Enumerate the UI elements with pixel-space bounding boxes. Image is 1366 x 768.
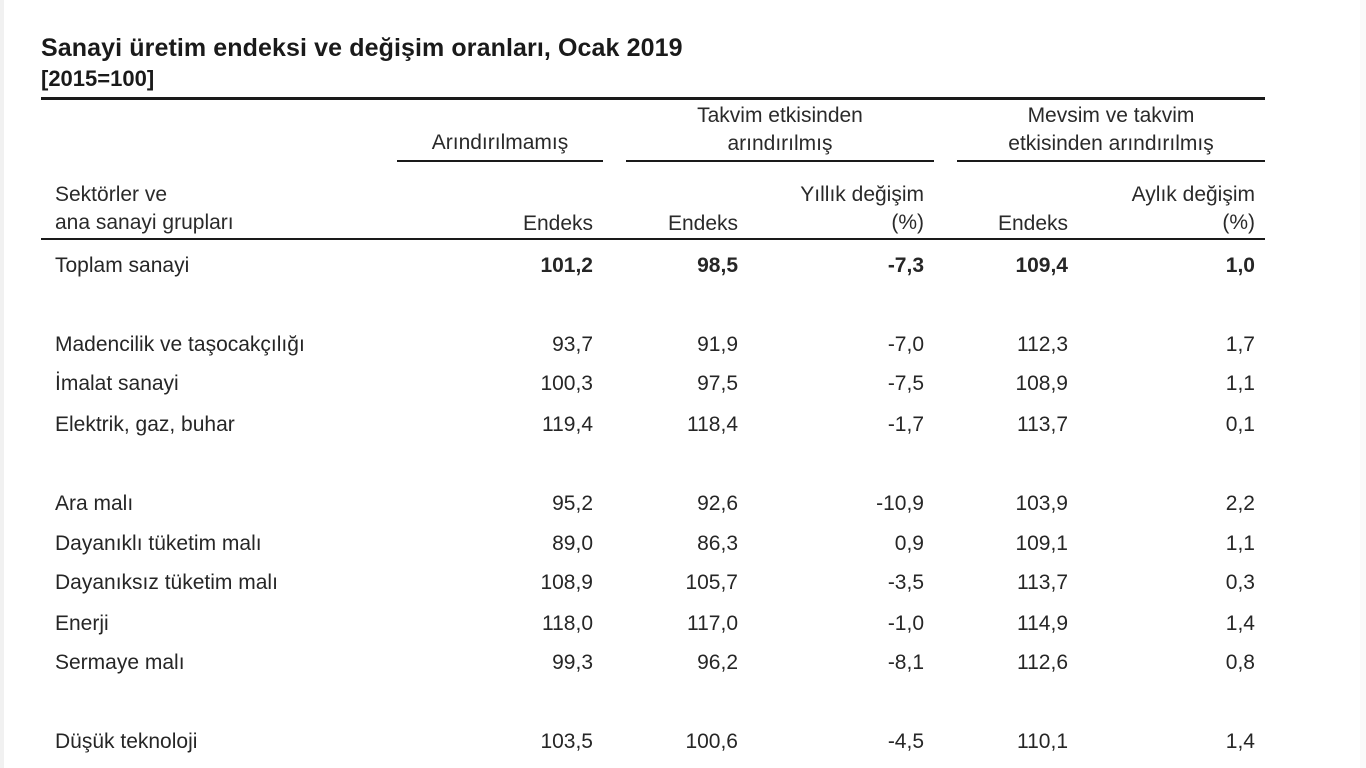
cell-monthly-change: 2,2 [1225,492,1255,515]
cell-calendar-index: 118,4 [687,413,738,436]
header-rule [41,238,1265,240]
row-label: Dayanıksız tüketim malı [55,571,278,594]
cell-seasonal-index: 108,9 [1015,372,1068,395]
cell-calendar-index: 105,7 [685,571,738,594]
table-row [0,648,1366,678]
cell-monthly-change: 1,4 [1225,730,1255,753]
cell-calendar-index: 117,0 [687,612,738,635]
cell-annual-change: -7,5 [887,372,924,395]
cell-unadjusted-index: 118,0 [542,612,593,635]
group-underline-seasonal-adjusted [957,160,1265,162]
group-header-unadjusted: Arındırılmamış [431,131,569,154]
column-header-monthly-change: Aylık değişim (%) [1131,183,1255,234]
column-header-index-1: Endeks [522,212,593,235]
table-row [0,529,1366,559]
group-header-seasonal-adjusted: Mevsim ve takvim etkisinden arındırılmış [1008,104,1214,155]
cell-calendar-index: 98,5 [697,254,738,277]
cell-unadjusted-index: 108,9 [540,571,593,594]
cell-monthly-change: 1,4 [1225,612,1255,635]
cell-monthly-change: 1,7 [1225,333,1255,356]
table-subtitle: [2015=100] [41,66,155,91]
column-header-annual-change: Yıllık değişim (%) [800,183,924,234]
cell-annual-change: -1,7 [887,413,924,436]
row-label: Elektrik, gaz, buhar [55,413,235,436]
cell-monthly-change: 0,1 [1225,413,1255,436]
cell-annual-change: -7,0 [887,333,924,356]
cell-unadjusted-index: 99,3 [552,651,593,674]
row-label: Toplam sanayi [55,254,190,277]
cell-unadjusted-index: 93,7 [552,333,593,356]
cell-seasonal-index: 112,6 [1017,651,1068,674]
group-underline-unadjusted [397,160,603,162]
cell-unadjusted-index: 100,3 [540,372,593,395]
cell-monthly-change: 1,1 [1225,372,1255,395]
cell-seasonal-index: 113,7 [1017,571,1068,594]
cell-calendar-index: 97,5 [697,372,738,395]
cell-calendar-index: 96,2 [697,651,738,674]
cell-unadjusted-index: 103,5 [540,730,593,753]
table-row [0,489,1366,519]
cell-annual-change: -8,1 [887,651,924,674]
cell-annual-change: -1,0 [887,612,924,635]
cell-calendar-index: 86,3 [697,532,738,555]
cell-seasonal-index: 109,4 [1015,254,1068,277]
cell-unadjusted-index: 119,4 [542,413,593,436]
cell-unadjusted-index: 95,2 [552,492,593,515]
cell-annual-change: 0,9 [894,532,924,555]
top-rule [41,97,1265,100]
row-label: Enerji [55,612,109,635]
cell-monthly-change: 1,0 [1225,254,1255,277]
table-row [0,410,1366,440]
table-row [0,727,1366,757]
cell-annual-change: -3,5 [887,571,924,594]
cell-seasonal-index: 114,9 [1017,612,1068,635]
cell-seasonal-index: 109,1 [1015,532,1068,555]
row-label: Ara malı [55,492,134,515]
row-label: Madencilik ve taşocakçılığı [55,333,305,356]
cell-calendar-index: 92,6 [697,492,738,515]
group-header-calendar-adjusted: Takvim etkisinden arındırılmış [697,104,863,155]
row-label: Dayanıklı tüketim malı [55,532,262,555]
cell-monthly-change: 0,8 [1225,651,1255,674]
cell-seasonal-index: 113,7 [1017,413,1068,436]
row-label: Sermaye malı [55,651,185,674]
cell-annual-change: -10,9 [876,492,924,515]
cell-seasonal-index: 112,3 [1017,333,1068,356]
table-row [0,609,1366,639]
cell-monthly-change: 0,3 [1225,571,1255,594]
table-title: Sanayi üretim endeksi ve değişim oranları, Ocak 2019 [41,34,683,62]
table-row [0,369,1366,399]
cell-unadjusted-index: 89,0 [552,532,593,555]
cell-seasonal-index: 103,9 [1015,492,1068,515]
cell-monthly-change: 1,1 [1225,532,1255,555]
cell-seasonal-index: 110,1 [1017,730,1068,753]
table-row [0,568,1366,598]
cell-annual-change: -7,3 [887,254,924,277]
cell-calendar-index: 100,6 [685,730,738,753]
table-row [0,330,1366,360]
group-underline-calendar-adjusted [626,160,934,162]
column-header-sectors: Sektörler ve ana sanayi grupları [55,183,234,234]
row-label: İmalat sanayi [55,372,179,395]
column-header-index-3: Endeks [997,212,1068,235]
column-header-index-2: Endeks [667,212,738,235]
table-row-total [0,251,1366,281]
row-label: Düşük teknoloji [55,730,198,753]
cell-annual-change: -4,5 [887,730,924,753]
cell-calendar-index: 91,9 [697,333,738,356]
cell-unadjusted-index: 101,2 [540,254,593,277]
